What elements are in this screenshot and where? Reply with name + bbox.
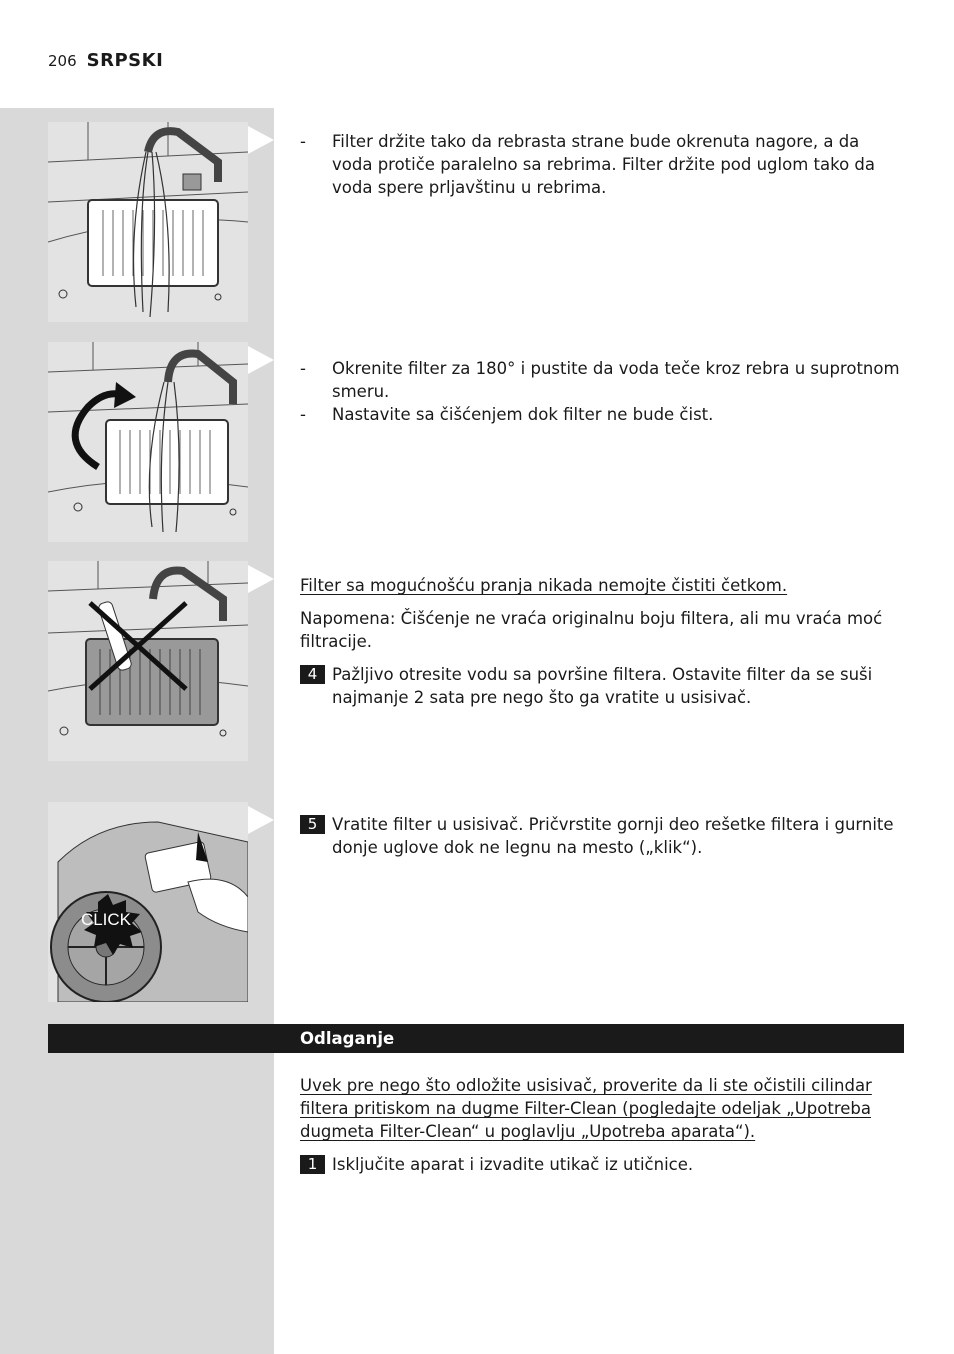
figure-rotate-filter [48,342,248,542]
figure-pointer [248,565,274,593]
bullet-text: Nastavite sa čišćenjem dok filter ne bude čist. [332,405,714,424]
note-text: Napomena: Čišćenje ne vraća originalnu boju filtera, ali mu vraća moć filtracije. [300,609,883,651]
figure-pointer [248,346,274,374]
step-number: 4 [300,665,325,684]
bullet-dash: - [300,405,306,424]
text-block-storage [300,1074,904,1186]
bullet-item [300,130,904,199]
text-block-rinse [300,130,904,199]
figure-rinse-filter [48,122,248,322]
step-text: Isključite aparat i izvadite utikač iz utičnice. [332,1155,694,1174]
section-title: Odlaganje [300,1029,395,1048]
bullet-dash: - [300,359,306,378]
bullet-item [300,403,904,426]
bullet-text: Okrenite filter za 180° i pustite da voda teče kroz rebra u suprotnom smeru. [332,359,900,401]
figure-no-brush [48,561,248,761]
step-text: Pažljivo otresite vodu sa površine filtera. Ostavite filter da se suši najmanje 2 sata pre nego što ga vratite u usisivač. [332,665,873,707]
step-item [300,813,904,859]
bullet-text: Filter držite tako da rebrasta strane bude okrenuta nagore, a da voda protiče paralelno sa rebrima. Filter držite pod uglom tako da voda spere prljavštinu u rebrima. [332,132,876,197]
step-number: 5 [300,815,325,834]
page-header [48,50,163,74]
figure-pointer [248,806,274,834]
text-block-reinsert [300,813,904,869]
step-text: Vratite filter u usisivač. Pričvrstite gornji deo rešetke filtera i gurnite donje uglove dok ne legnu na mesto („klik“). [332,815,894,857]
text-block-rotate [300,357,904,426]
section-header-bar [48,1024,904,1053]
figure-reinsert-filter [48,802,248,1002]
step-item [300,663,904,709]
figure-pointer [248,126,274,154]
step-number: 1 [300,1155,325,1174]
bullet-item [300,357,904,403]
click-label: CLICK [80,910,132,929]
language-title: SRPSKI [86,50,164,71]
storage-intro: Uvek pre nego što odložite usisivač, proverite da li ste očistili cilindar filtera pritiskom na dugme Filter-Clean (pogledajte odeljak „Upotreba dugmeta Filter-Clean“ u poglavlju „Upotreba aparata“). [300,1076,872,1141]
bullet-dash: - [300,132,306,151]
text-block-no-brush [300,574,904,719]
warning-text: Filter sa mogućnošću pranja nikada nemojte čistiti četkom. [300,576,788,595]
step-item [300,1153,904,1176]
page-number: 206 [48,52,77,70]
